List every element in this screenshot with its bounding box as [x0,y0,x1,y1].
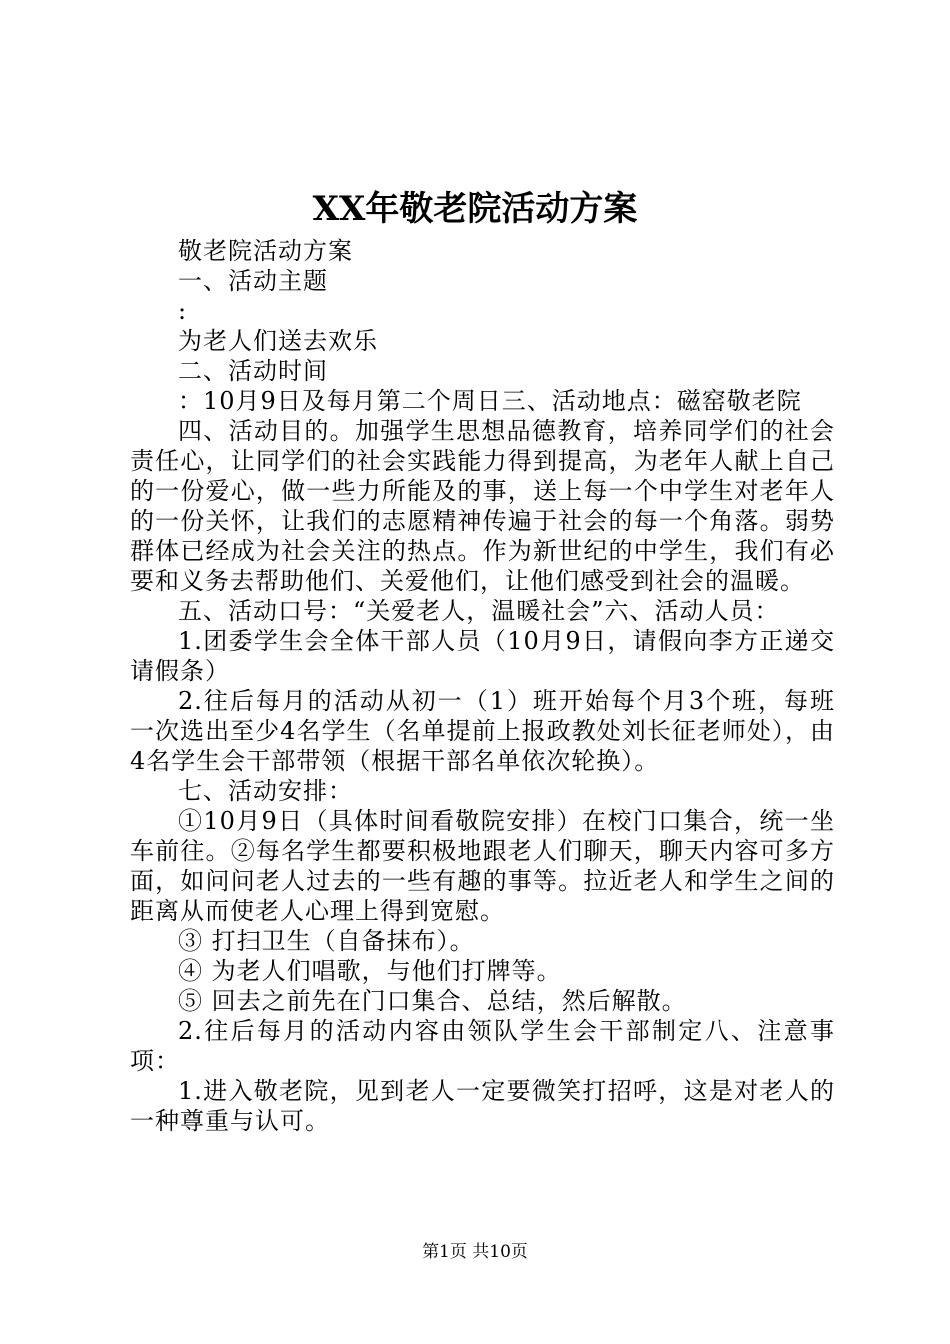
document-title: XX年敬老院活动方案 [312,189,638,229]
document-body [130,236,835,1136]
paragraph: 一、活动主题 [178,267,328,295]
paragraph: 四、活动目的。加强学生思想品德教育，培养同学们的社会责任心，让同学们的社会实践能力得到提高，为老年人献上自己的一份爱心，做一些力所能及的事，送上每一个中学生对老年人的一份关怀，让我们的志愿精神传遍于社会的每一个角落。弱势群体已经成为社会关注的热点。作为新世纪的中学生，我们有必要和义务去帮助他们、关爱他们，让他们感受到社会的温暖。 [130,417,835,595]
paragraph: 为老人们送去欢乐 [178,327,378,355]
paragraph: ①10月9日（具体时间看敬院安排）在校门口集合，统一坐车前往。②每名学生都要积极地跟老人们聊天，聊天内容可多方面，如问问老人过去的一些有趣的事等。拉近老人和学生之间的距离从而使老人心理上得到宽慰。 [130,807,835,925]
paragraph: ③ 打扫卫生（自备抹布）。 [178,927,475,955]
paragraph: : [178,297,188,325]
paragraph: 1.团委学生会全体干部人员（10月9日，请假向李方正递交请假条） [130,627,835,685]
paragraph: 2.往后每月的活动内容由领队学生会干部制定八、注意事项： [130,1017,835,1075]
paragraph: ：10月9日及每月第二个周日三、活动地点：磁窑敬老院 [178,387,802,415]
page-footer: 第1页 共10页 [422,1242,528,1262]
paragraph: ④ 为老人们唱歌，与他们打牌等。 [178,957,562,985]
paragraph: 五、活动口号：“关爱老人，温暖社会”六、活动人员： [178,597,780,625]
paragraph: 敬老院活动方案 [178,237,353,265]
paragraph: 二、活动时间 [178,357,328,385]
paragraph: 七、活动安排： [178,777,353,805]
paragraph: ⑤ 回去之前先在门口集合、总结，然后解散。 [178,987,687,1015]
paragraph: 1.进入敬老院，见到老人一定要微笑打招呼，这是对老人的一种尊重与认可。 [130,1077,835,1135]
paragraph: 2.往后每月的活动从初一（1）班开始每个月3个班，每班一次选出至少4名学生（名单提前上报政教处刘长征老师处），由4名学生会干部带领（根据干部名单依次轮换）。 [130,687,835,775]
